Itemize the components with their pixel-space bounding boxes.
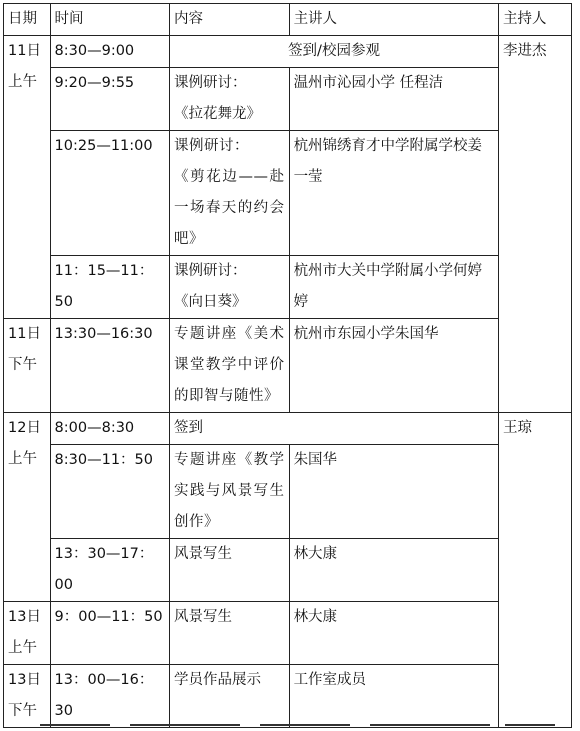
time-cell: 8:30—9:00 (50, 36, 170, 68)
cropped-text-stroke (40, 724, 110, 726)
time-cell: 8:30—11：50 (50, 445, 170, 539)
header-date: 日期 (4, 4, 51, 36)
speaker-cell: 林大康 (289, 539, 498, 602)
content-cell: 专题讲座《美术课堂教学中评价的即智与随性》 (170, 319, 290, 413)
table-row (4, 131, 572, 256)
header-time: 时间 (50, 4, 170, 36)
date-period: 上午 (8, 640, 37, 656)
speaker-cell: 温州市沁园小学 任程洁 (289, 68, 498, 131)
speaker-cell: 林大康 (289, 602, 498, 665)
header-content: 内容 (170, 4, 290, 36)
table-row (4, 445, 572, 539)
content-cell: 风景写生 (170, 602, 290, 665)
speaker-cell: 朱国华 (289, 445, 498, 539)
date-period: 上午 (8, 74, 37, 90)
date-cell (4, 319, 51, 413)
date-cell (4, 602, 51, 665)
date-day: 11日 (8, 326, 41, 342)
cropped-text-stroke (505, 724, 555, 726)
content-cell: 专题讲座《教学实践与风景写生创作》 (170, 445, 290, 539)
table-row (4, 602, 572, 665)
time-cell: 11：15—11：50 (50, 256, 170, 319)
table-row (4, 36, 572, 68)
content-cell: 课例研讨： 《剪花边——赴一场春天的约会吧》 (170, 131, 290, 256)
header-speaker: 主讲人 (289, 4, 498, 36)
content-cell: 课例研讨： 《向日葵》 (170, 256, 290, 319)
time-cell: 9：00—11：50 (50, 602, 170, 665)
cropped-text-stroke (370, 724, 490, 726)
date-cell (4, 665, 51, 728)
date-day: 12日 (8, 420, 41, 436)
table-row (4, 256, 572, 319)
time-cell: 13：30—17：00 (50, 539, 170, 602)
content-cell: 学员作品展示 (170, 665, 290, 728)
time-cell: 9:20—9:55 (50, 68, 170, 131)
merged-activity-cell: 签到 (170, 413, 499, 445)
date-day: 11日 (8, 43, 41, 59)
date-cell (4, 36, 51, 319)
date-day: 13日 (8, 672, 41, 688)
date-period: 下午 (8, 703, 37, 719)
host-cell: 李进杰 (498, 36, 571, 413)
speaker-cell: 杭州市大关中学附属小学何婷婷 (289, 256, 498, 319)
table-row (4, 319, 572, 413)
table-row (4, 539, 572, 602)
date-cell (4, 413, 51, 602)
content-cell: 课例研讨： 《拉花舞龙》 (170, 68, 290, 131)
host-cell: 王琼 (498, 413, 571, 728)
table-row (4, 68, 572, 131)
date-day: 13日 (8, 609, 41, 625)
merged-activity-cell: 签到/校园参观 (170, 36, 499, 68)
speaker-cell: 杭州市东园小学朱国华 (289, 319, 498, 413)
cropped-text-stroke (260, 724, 350, 726)
time-cell: 10:25—11:00 (50, 131, 170, 256)
header-host: 主持人 (498, 4, 571, 36)
speaker-cell: 杭州锦绣育才中学附属学校姜一莹 (289, 131, 498, 256)
date-period: 上午 (8, 451, 37, 467)
time-cell: 13：00—16：30 (50, 665, 170, 728)
cropped-text-stroke (130, 724, 240, 726)
table-row (4, 413, 572, 445)
header-row (4, 4, 572, 36)
time-cell: 13:30—16:30 (50, 319, 170, 413)
cropped-text-fragment (0, 724, 580, 731)
date-period: 下午 (8, 357, 37, 373)
time-cell: 8:00—8:30 (50, 413, 170, 445)
table-row (4, 665, 572, 728)
content-cell: 风景写生 (170, 539, 290, 602)
speaker-cell: 工作室成员 (289, 665, 498, 728)
schedule-table (3, 3, 572, 728)
